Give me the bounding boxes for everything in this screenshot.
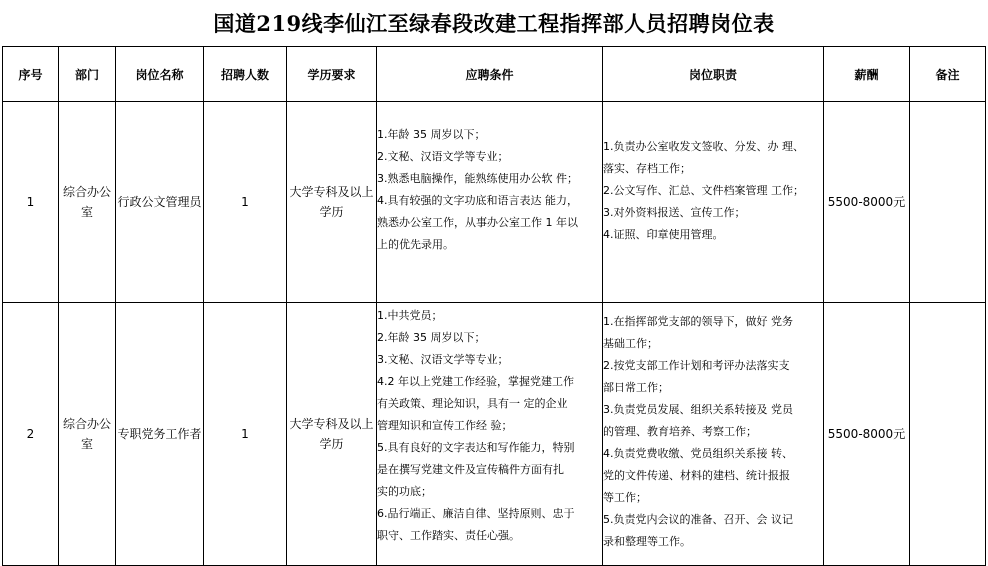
condition-line: 熟悉办公室工作，从事办公室工作 1 年以 xyxy=(377,216,578,229)
condition-line: 4.具有较强的文字功底和语言表达 能力， xyxy=(377,194,578,207)
cell-salary: 5500-8000元 xyxy=(824,102,910,303)
header-education: 学历要求 xyxy=(287,47,377,102)
duty-line: 5.负责党内会议的准备、召开、会 议记 xyxy=(603,513,793,526)
duty-line: 党的文件传递、材料的建档、统计报报 xyxy=(603,469,790,482)
cell-salary: 5500-8000元 xyxy=(824,303,910,566)
duty-line: 4.证照、印章使用管理。 xyxy=(603,228,724,241)
condition-line: 6.品行端正、廉洁自律、坚持原则、忠于 xyxy=(377,507,575,520)
header-salary: 薪酬 xyxy=(824,47,910,102)
condition-line: 上的优先录用。 xyxy=(377,238,454,251)
cell-position: 行政公文管理员 xyxy=(116,102,204,303)
duty-line: 4.负责党费收缴、党员组织关系接 转、 xyxy=(603,447,793,460)
condition-line: 3.文秘、汉语文学等专业； xyxy=(377,353,509,366)
duty-line: 的管理、教育培养、考察工作； xyxy=(603,425,757,438)
duty-line: 1.负责办公室收发文签收、分发、办 理、 xyxy=(603,140,804,153)
cell-position: 专职党务工作者 xyxy=(116,303,204,566)
cell-duties xyxy=(603,303,824,566)
duty-line: 等工作； xyxy=(603,491,647,504)
cell-duties xyxy=(603,102,824,303)
condition-line: 实的功底； xyxy=(377,485,432,498)
cell-dept: 综合办公室 xyxy=(59,102,116,303)
condition-line: 4.2 年以上党建工作经验，掌握党建工作 xyxy=(377,375,574,388)
duty-line: 2.公文写作、汇总、文件档案管理 工作； xyxy=(603,184,804,197)
duty-line: 基础工作； xyxy=(603,337,658,350)
duty-line: 落实、存档工作； xyxy=(603,162,691,175)
duty-line: 2.按党支部工作计划和考评办法落实支 xyxy=(603,359,790,372)
condition-line: 职守、工作踏实、责任心强。 xyxy=(377,529,520,542)
duty-line: 录和整理等工作。 xyxy=(603,535,691,548)
cell-education: 大学专科及以上学历 xyxy=(287,303,377,566)
recruitment-table xyxy=(2,46,986,566)
cell-count: 1 xyxy=(204,303,287,566)
condition-line: 是在撰写党建文件及宣传稿件方面有扎 xyxy=(377,463,564,476)
cell-dept: 综合办公室 xyxy=(59,303,116,566)
header-row xyxy=(3,47,986,102)
header-count: 招聘人数 xyxy=(204,47,287,102)
condition-line: 1.年龄 35 周岁以下； xyxy=(377,128,486,141)
condition-line: 1.中共党员； xyxy=(377,309,443,322)
cell-remark xyxy=(910,303,986,566)
condition-line: 5.具有良好的文字表达和写作能力，特别 xyxy=(377,441,575,454)
duty-line: 1.在指挥部党支部的领导下，做好 党务 xyxy=(603,315,793,328)
duty-line: 部日常工作； xyxy=(603,381,669,394)
cell-no: 1 xyxy=(3,102,59,303)
header-conditions: 应聘条件 xyxy=(377,47,603,102)
cell-remark xyxy=(910,102,986,303)
condition-line: 有关政策、理论知识，具有一 定的企业 xyxy=(377,397,568,410)
header-dept: 部门 xyxy=(59,47,116,102)
header-no: 序号 xyxy=(3,47,59,102)
cell-no: 2 xyxy=(3,303,59,566)
condition-line: 2.年龄 35 周岁以下； xyxy=(377,331,486,344)
condition-line: 2.文秘、汉语文学等专业； xyxy=(377,150,509,163)
duty-line: 3.对外资料报送、宣传工作； xyxy=(603,206,746,219)
cell-count: 1 xyxy=(204,102,287,303)
cell-conditions xyxy=(377,303,603,566)
cell-education: 大学专科及以上学历 xyxy=(287,102,377,303)
header-duties: 岗位职责 xyxy=(603,47,824,102)
table-row xyxy=(3,303,986,566)
header-position: 岗位名称 xyxy=(116,47,204,102)
cell-conditions xyxy=(377,102,603,303)
header-remark: 备注 xyxy=(910,47,986,102)
condition-line: 管理知识和宣传工作经 验； xyxy=(377,419,513,432)
page-title: 国道219线李仙江至绿春段改建工程指挥部人员招聘岗位表 xyxy=(213,11,775,36)
duty-line: 3.负责党员发展、组织关系转接及 党员 xyxy=(603,403,793,416)
table-row xyxy=(3,102,986,303)
condition-line: 3.熟悉电脑操作，能熟练使用办公软 件； xyxy=(377,172,578,185)
